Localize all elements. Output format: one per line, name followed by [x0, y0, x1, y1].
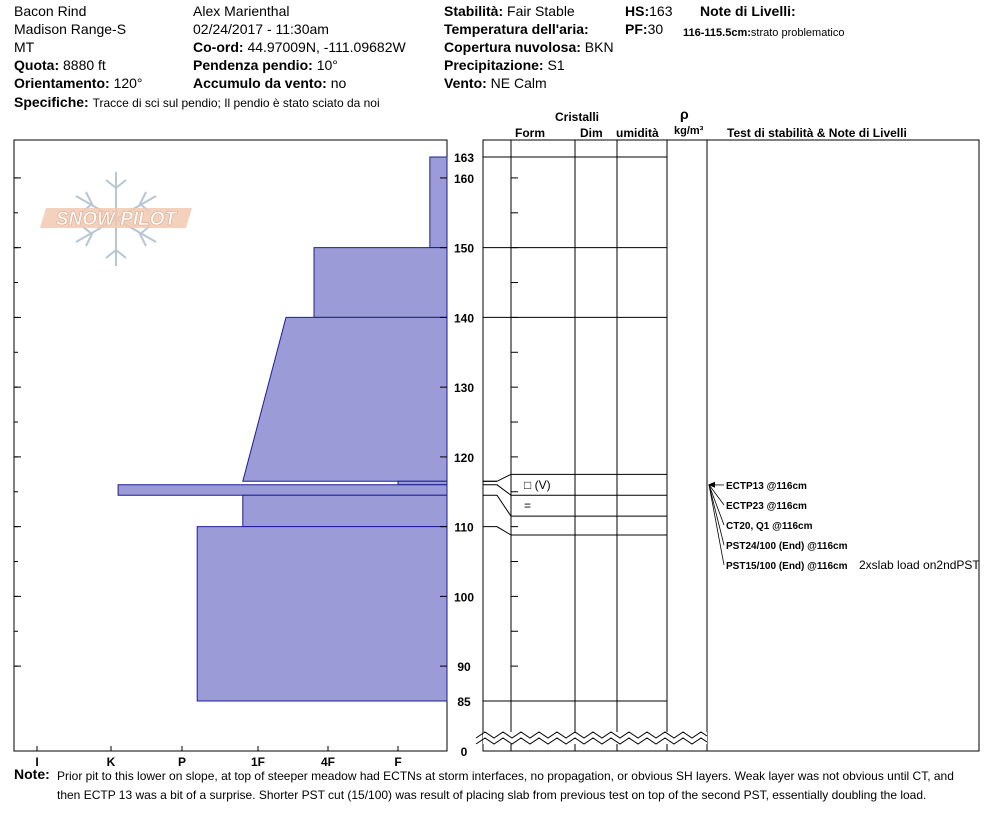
height-label-130: 130 [453, 381, 475, 396]
precip-label: Precipitazione: [444, 57, 544, 73]
layer-note-range: 116-115.5cm: [683, 27, 751, 39]
snowpilot-logo [40, 172, 192, 266]
stability-test-1: ECTP13 @116cm [726, 481, 807, 492]
observer: Alex Marienthal [193, 3, 290, 19]
hardness-label-4F: 4F [320, 755, 336, 769]
form-header: Form [515, 126, 545, 140]
hardness-label-K: K [106, 755, 116, 769]
stability-value: Fair Stable [507, 3, 575, 19]
stability-test-3: CT20, Q1 @116cm [726, 521, 813, 532]
location: Bacon Rind [14, 3, 87, 19]
height-label-85: 85 [457, 695, 471, 709]
crystal-form-1: □ (V) [524, 477, 551, 492]
range: Madison Range-S [14, 21, 127, 37]
hardness-layer-7 [197, 527, 447, 701]
layer-notes-label: Note di Livelli: [700, 3, 796, 19]
crystal-form-2: = [524, 498, 532, 513]
pf-label: PF: [625, 21, 648, 37]
height-label-90: 90 [457, 660, 471, 675]
wind-loading-value: no [330, 75, 347, 91]
test-leader-5 [709, 485, 724, 565]
height-label-163: 163 [453, 151, 475, 165]
density-unit: kg/m³ [674, 125, 704, 137]
test-leader-4 [709, 485, 724, 545]
height-label-100: 100 [453, 590, 475, 605]
height-label-150: 150 [453, 241, 475, 256]
hardness-label-F: F [394, 755, 402, 769]
aspect-label: Orientamento: [14, 75, 110, 91]
specifics-value: Tracce di sci sul pendio; Il pendio è stato sciato da noi [92, 96, 380, 110]
crystals-header: Cristalli [555, 110, 600, 124]
height-label-120: 120 [453, 450, 475, 465]
stability-test-2: ECTP23 @116cm [726, 501, 807, 512]
height-label-110: 110 [454, 520, 474, 535]
height-label-0: 0 [460, 745, 468, 759]
coord-value: 44.97009N, -111.09682W [247, 39, 406, 55]
moisture-header: umidità [616, 126, 659, 140]
hardness-layer-3 [243, 317, 447, 481]
layers-frame [483, 140, 979, 751]
hardness-layer-5 [118, 485, 447, 495]
size-header: Dim [580, 126, 603, 140]
test-comment: 2xslab load on2ndPST [859, 558, 980, 572]
test-leader-3 [709, 485, 724, 525]
note-line-1: Prior pit to this lower on slope, at top of steeper meadow had ECTNs at storm interfaces, no propagation, or obvious SH layers. Weak layer was not obvious until CT, and [57, 769, 954, 783]
slope-value: 10° [316, 57, 338, 73]
stability-test-5: PST15/100 (End) @116cm [726, 561, 848, 572]
note-label: Note: [14, 766, 50, 782]
height-label-140: 140 [453, 311, 475, 326]
hardness-layer-4 [398, 481, 447, 484]
precip-value: S1 [547, 57, 565, 73]
datetime: 02/24/2017 - 11:30am [193, 21, 329, 37]
hardness-label-P: P [177, 755, 187, 769]
logo-text: SNOW PILOT [55, 209, 177, 230]
note-line-2: then ECTP 13 was a bit of a surprise. Shorter PST cut (15/100) was result of placing slab from previous test on top of the second PST, essentially doubling the load. [57, 788, 927, 802]
hardness-layer-1 [430, 157, 447, 248]
slope-label: Pendenza pendio: [193, 57, 313, 73]
elevation-label: Quota: [14, 57, 60, 73]
air-temp-label: Temperatura dell'aria: [444, 21, 589, 37]
state: MT [14, 39, 35, 55]
height-label-160: 160 [453, 171, 475, 186]
stability-test-4: PST24/100 (End) @116cm [726, 541, 848, 552]
pf-value: 30 [647, 21, 664, 37]
wind-value: NE Calm [490, 75, 547, 91]
hs-value: 163 [649, 3, 673, 19]
sky-value: BKN [584, 39, 614, 55]
hardness-layer-2 [314, 248, 447, 318]
density-symbol: ρ [680, 106, 689, 122]
wind-label: Vento: [444, 75, 487, 91]
hardness-label-I: I [35, 755, 39, 769]
sky-label: Copertura nuvolosa: [444, 39, 581, 55]
hardness-layer-6 [243, 495, 447, 526]
hs-label: HS: [625, 3, 650, 19]
specifics-label: Specifiche: [14, 94, 89, 110]
coord-label: Co-ord: [193, 39, 244, 55]
wind-loading-label: Accumulo da vento: [193, 75, 327, 91]
tests-header: Test di stabilità & Note di Livelli [727, 126, 907, 140]
hardness-label-1F: 1F [250, 755, 266, 769]
elevation-value: 8880 ft [63, 57, 106, 73]
layer-note-text: strato problematico [750, 27, 845, 39]
aspect-value: 120° [113, 75, 143, 91]
stability-label: Stabilità: [444, 3, 504, 19]
